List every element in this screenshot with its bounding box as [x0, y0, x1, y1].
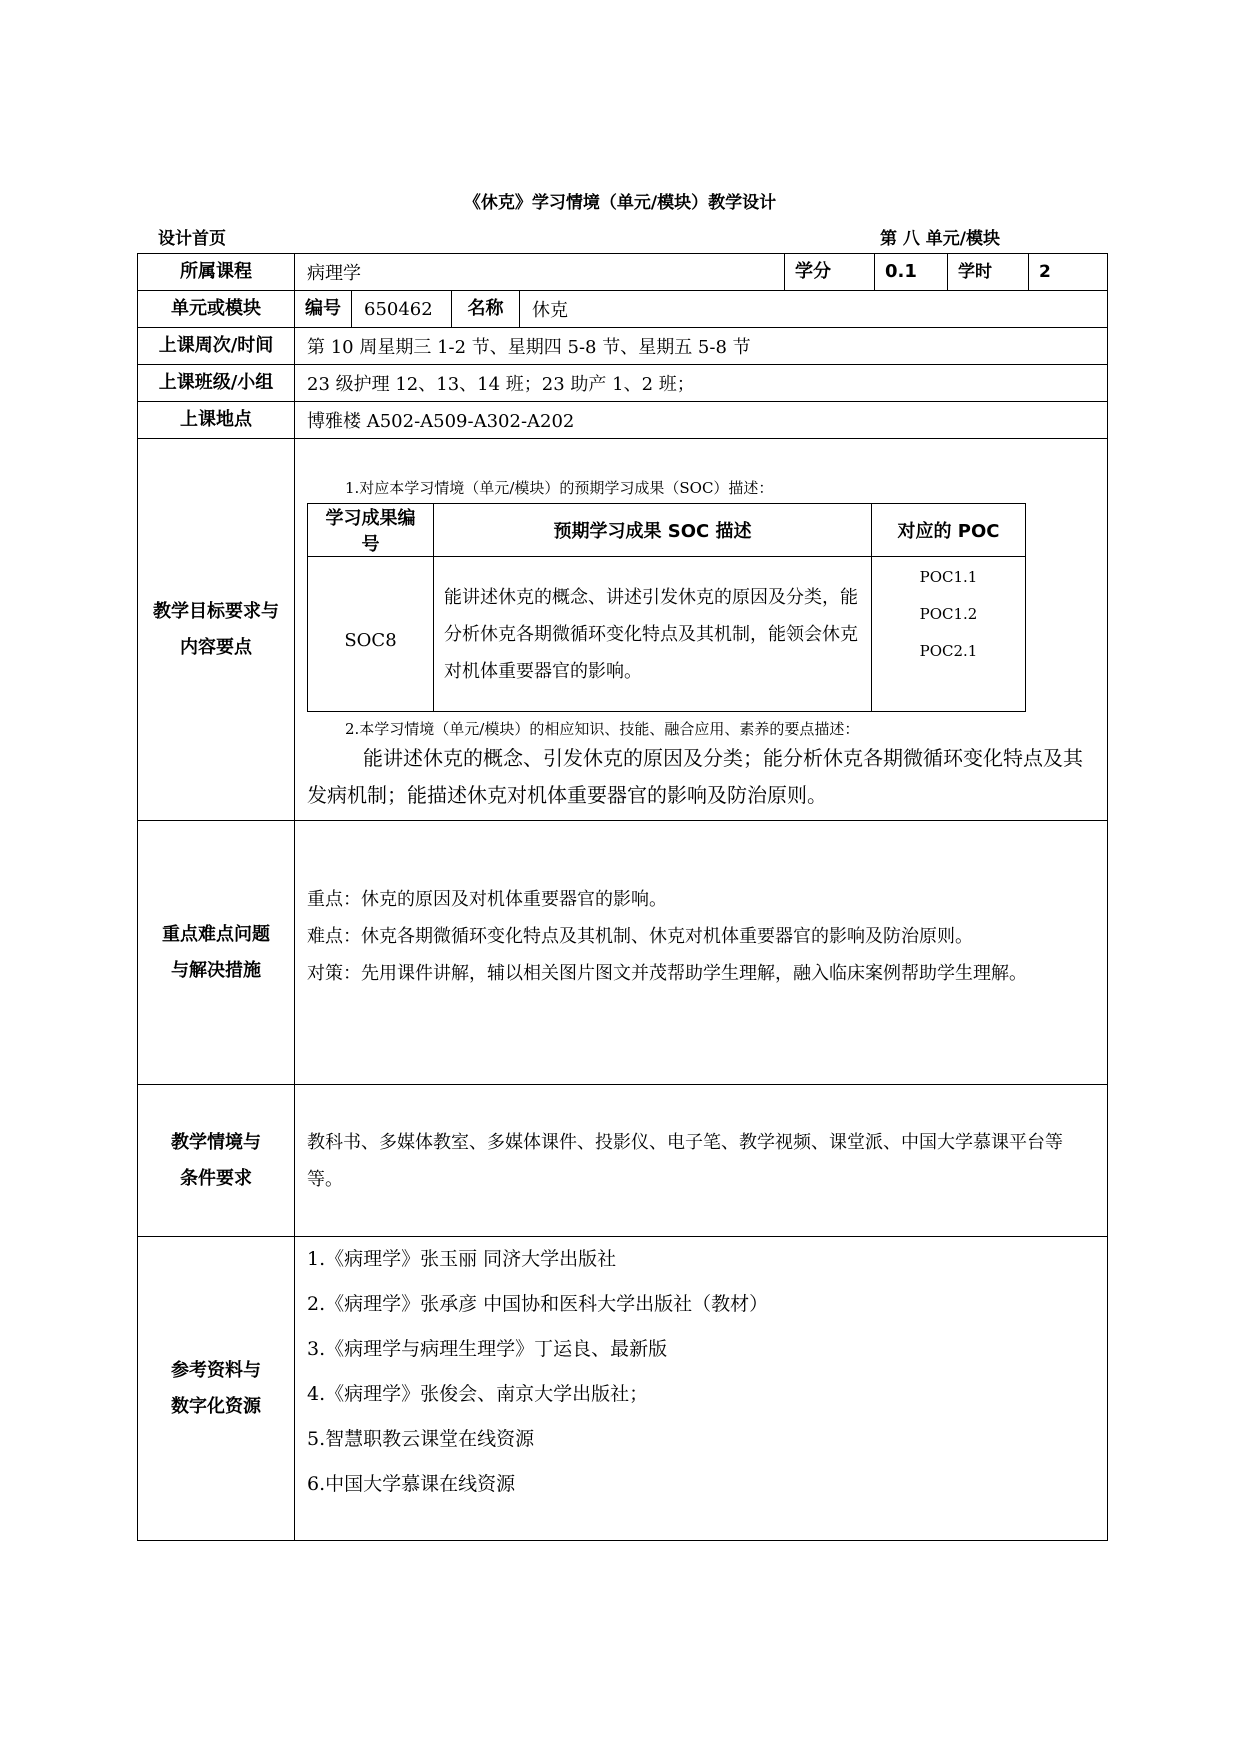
- soc-table: [307, 503, 1026, 712]
- references-content: [295, 1237, 1108, 1541]
- conditions-content: 教科书、多媒体教室、多媒体课件、投影仪、电子笔、教学视频、课堂派、中国大学慕课平台等等。: [295, 1085, 1108, 1237]
- classes-label: 上课班级/小组: [138, 365, 295, 402]
- reference-item: 4.《病理学》张俊会、南京大学出版社；: [307, 1383, 649, 1405]
- keypoints-content: [295, 821, 1108, 1085]
- code-value: 650462: [352, 291, 452, 328]
- keypoints-label-line-2: 与解决措施: [171, 959, 261, 981]
- poc-item: POC1.1: [919, 568, 978, 586]
- reference-item: 2.《病理学》张承彦 中国协和医科大学出版社（教材）: [307, 1293, 769, 1315]
- classes-value: 23 级护理 12、13、14 班；23 助产 1、2 班；: [295, 365, 1108, 402]
- difficult-point: 难点：休克各期微循环变化特点及其机制、休克对机体重要器官的影响及防治原则。: [307, 926, 973, 947]
- name-value: 休克: [520, 291, 1108, 328]
- poc-item: POC2.1: [919, 642, 978, 660]
- header-right: 第 八 单元/模块: [879, 229, 1000, 249]
- header-left: 设计首页: [158, 229, 226, 249]
- soc-note: 1.对应本学习情境（单元/模块）的预期学习成果（SOC）描述：: [345, 479, 774, 497]
- page-title: 《休克》学习情境（单元/模块）教学设计: [463, 193, 777, 213]
- soc-header-poc: 对应的 POC: [872, 504, 1026, 557]
- soc-header-desc: 预期学习成果 SOC 描述: [434, 504, 872, 557]
- reference-item: 1.《病理学》张玉丽 同济大学出版社: [307, 1248, 617, 1270]
- conditions-label: [138, 1085, 295, 1237]
- objectives-label-line-2: 内容要点: [180, 636, 252, 658]
- unit-row: [138, 291, 1108, 328]
- keypoints-label: [138, 821, 295, 1085]
- reference-item: 5.智慧职教云课堂在线资源: [307, 1428, 535, 1450]
- objectives-label-line-1: 教学目标要求与: [153, 600, 279, 622]
- poc-item: POC1.2: [919, 605, 978, 623]
- location-label: 上课地点: [138, 402, 295, 439]
- location-row: [138, 402, 1108, 439]
- conditions-label-line-1: 教学情境与: [171, 1131, 261, 1153]
- hours-value: 2: [1039, 262, 1051, 282]
- name-label: 名称: [452, 291, 520, 328]
- course-value: 病理学: [295, 254, 785, 291]
- schedule-value: 第 10 周星期三 1-2 节、星期四 5-8 节、星期五 5-8 节: [295, 328, 1108, 365]
- soc-description: 能讲述休克的概念、讲述引发休克的原因及分类，能分析休克各期微循环变化特点及其机制，能领会休克对机体重要器官的影响。: [434, 557, 872, 712]
- conditions-row: [138, 1085, 1108, 1237]
- points-text: 能讲述休克的概念、引发休克的原因及分类；能分析休克各期微循环变化特点及其发病机制；能描述休克对机体重要器官的影响及防治原则。: [307, 746, 1083, 807]
- schedule-row: [138, 328, 1108, 365]
- soc-code: SOC8: [308, 557, 434, 712]
- classes-row: [138, 365, 1108, 402]
- schedule-label: 上课周次/时间: [138, 328, 295, 365]
- unit-label: 单元或模块: [138, 291, 295, 328]
- conditions-label-line-2: 条件要求: [180, 1167, 252, 1189]
- credit-value: 0.1: [875, 254, 948, 291]
- objectives-row: [138, 439, 1108, 821]
- course-label: 所属课程: [138, 254, 295, 291]
- points-note: 2.本学习情境（单元/模块）的相应知识、技能、融合应用、素养的要点描述：: [345, 720, 860, 738]
- design-table: [137, 253, 1108, 1541]
- course-row: [138, 254, 1108, 291]
- references-label: [138, 1237, 295, 1541]
- key-point: 重点：休克的原因及对机体重要器官的影响。: [307, 889, 667, 910]
- credit-label: 学分: [785, 254, 875, 291]
- keypoints-row: [138, 821, 1108, 1085]
- soc-header-code: 学习成果编号: [308, 504, 434, 557]
- reference-item: 3.《病理学与病理生理学》丁运良、最新版: [307, 1338, 668, 1360]
- references-row: [138, 1237, 1108, 1541]
- soc-poc-list: [872, 557, 1026, 712]
- hours-label: 学时: [948, 254, 1029, 290]
- objectives-content: [295, 439, 1108, 821]
- keypoints-label-line-1: 重点难点问题: [162, 923, 270, 945]
- reference-item: 6.中国大学慕课在线资源: [307, 1473, 516, 1495]
- location-value: 博雅楼 A502-A509-A302-A202: [295, 402, 1108, 439]
- strategy: 对策：先用课件讲解，辅以相关图片图文并茂帮助学生理解，融入临床案例帮助学生理解。: [307, 963, 1027, 984]
- code-label: 编号: [295, 291, 352, 328]
- objectives-label: [138, 439, 295, 821]
- references-label-line-1: 参考资料与: [171, 1359, 261, 1381]
- references-label-line-2: 数字化资源: [171, 1395, 261, 1417]
